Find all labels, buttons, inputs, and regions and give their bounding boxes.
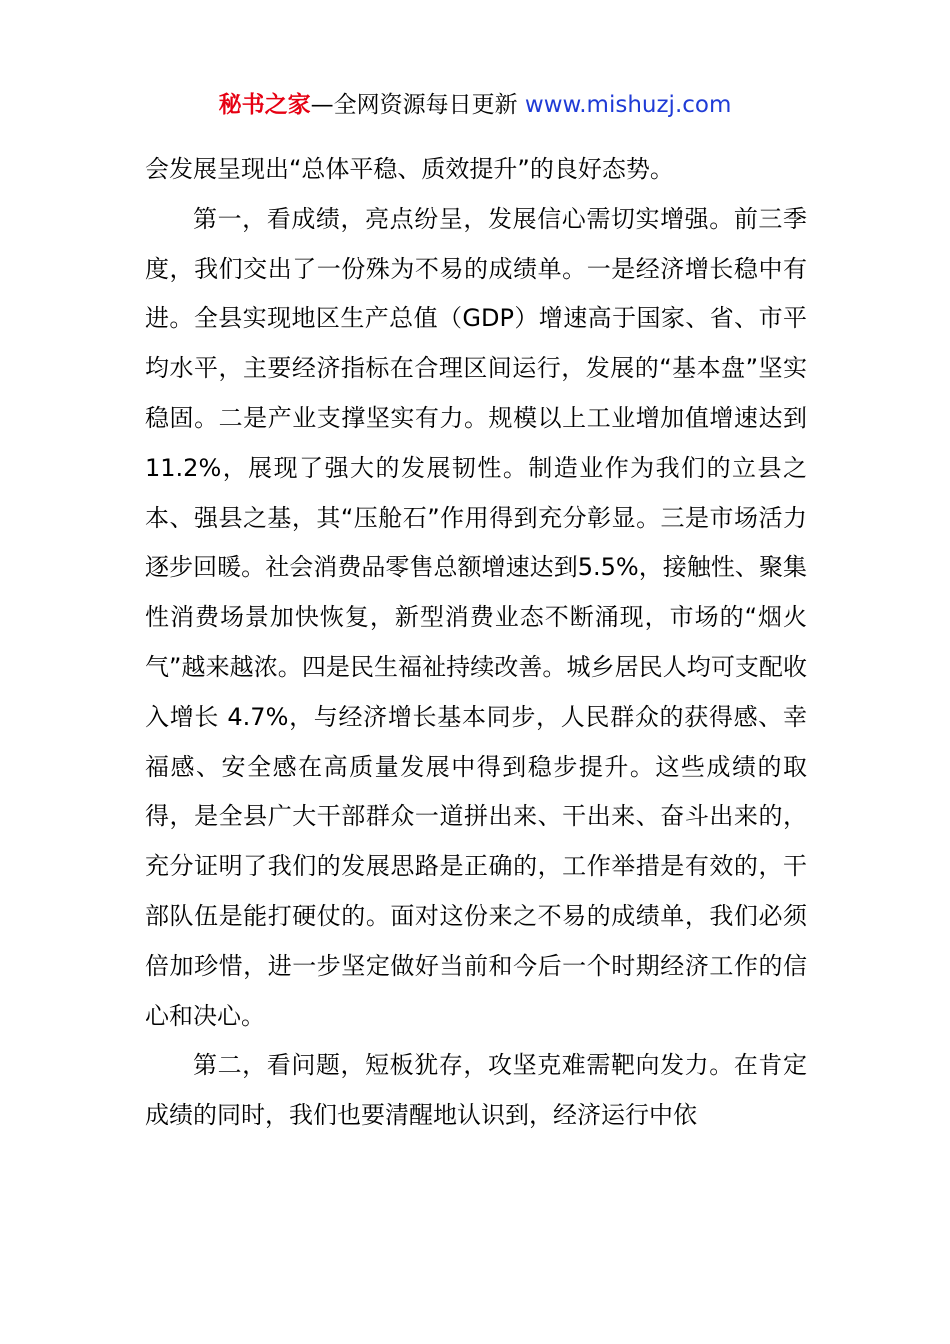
header-tagline: —全网资源每日更新 xyxy=(310,92,525,118)
site-url-link[interactable]: www.mishuzj.com xyxy=(524,92,732,118)
document-body xyxy=(145,145,807,1141)
paragraph-continuation: 会发展呈现出“总体平稳、质效提升”的良好态势。 xyxy=(145,155,674,183)
paragraph-achievements: 第一，看成绩，亮点纷呈，发展信心需切实增强。前三季度，我们交出了一份殊为不易的成绩单。一是经济增长稳中有进。全县实现地区生产总值（GDP）增速高于国家、省、市平均水平，主要经济指标在合理区间运行，发展的“基本盘”坚实稳固。二是产业支撑坚实有力。规模以上工业增加值增速达到 11.2%，展现了强大的发展韧性。制造业作为我们的立县之本、强县之基，其“压舱石”作用得到充分彰显。三是市场活力逐步回暖。社会消费品零售总额增速达到5.5%，接触性、聚集性消费场景加快恢复，新型消费业态不断涌现，市场的“烟火气”越来越浓。四是民生福祉持续改善。城乡居民人均可支配收入增长 4.7%，与经济增长基本同步，人民群众的获得感、幸福感、安全感在高质量发展中得到稳步提升。这些成绩的取得，是全县广大干部群众一道拼出来、干出来、奋斗出来的，充分证明了我们的发展思路是正确的，工作举措是有效的，干部队伍是能打硬仗的。面对这份来之不易的成绩单，我们必须倍加珍惜，进一步坚定做好当前和今后一个时期经济工作的信心和决心。 xyxy=(145,204,807,1030)
site-header xyxy=(0,88,950,122)
brand-name: 秘书之家 xyxy=(218,92,311,118)
paragraph-problems: 第二，看问题，短板犹存，攻坚克难需靶向发力。在肯定成绩的同时，我们也要清醒地认识到，经济运行中依 xyxy=(145,1051,807,1130)
